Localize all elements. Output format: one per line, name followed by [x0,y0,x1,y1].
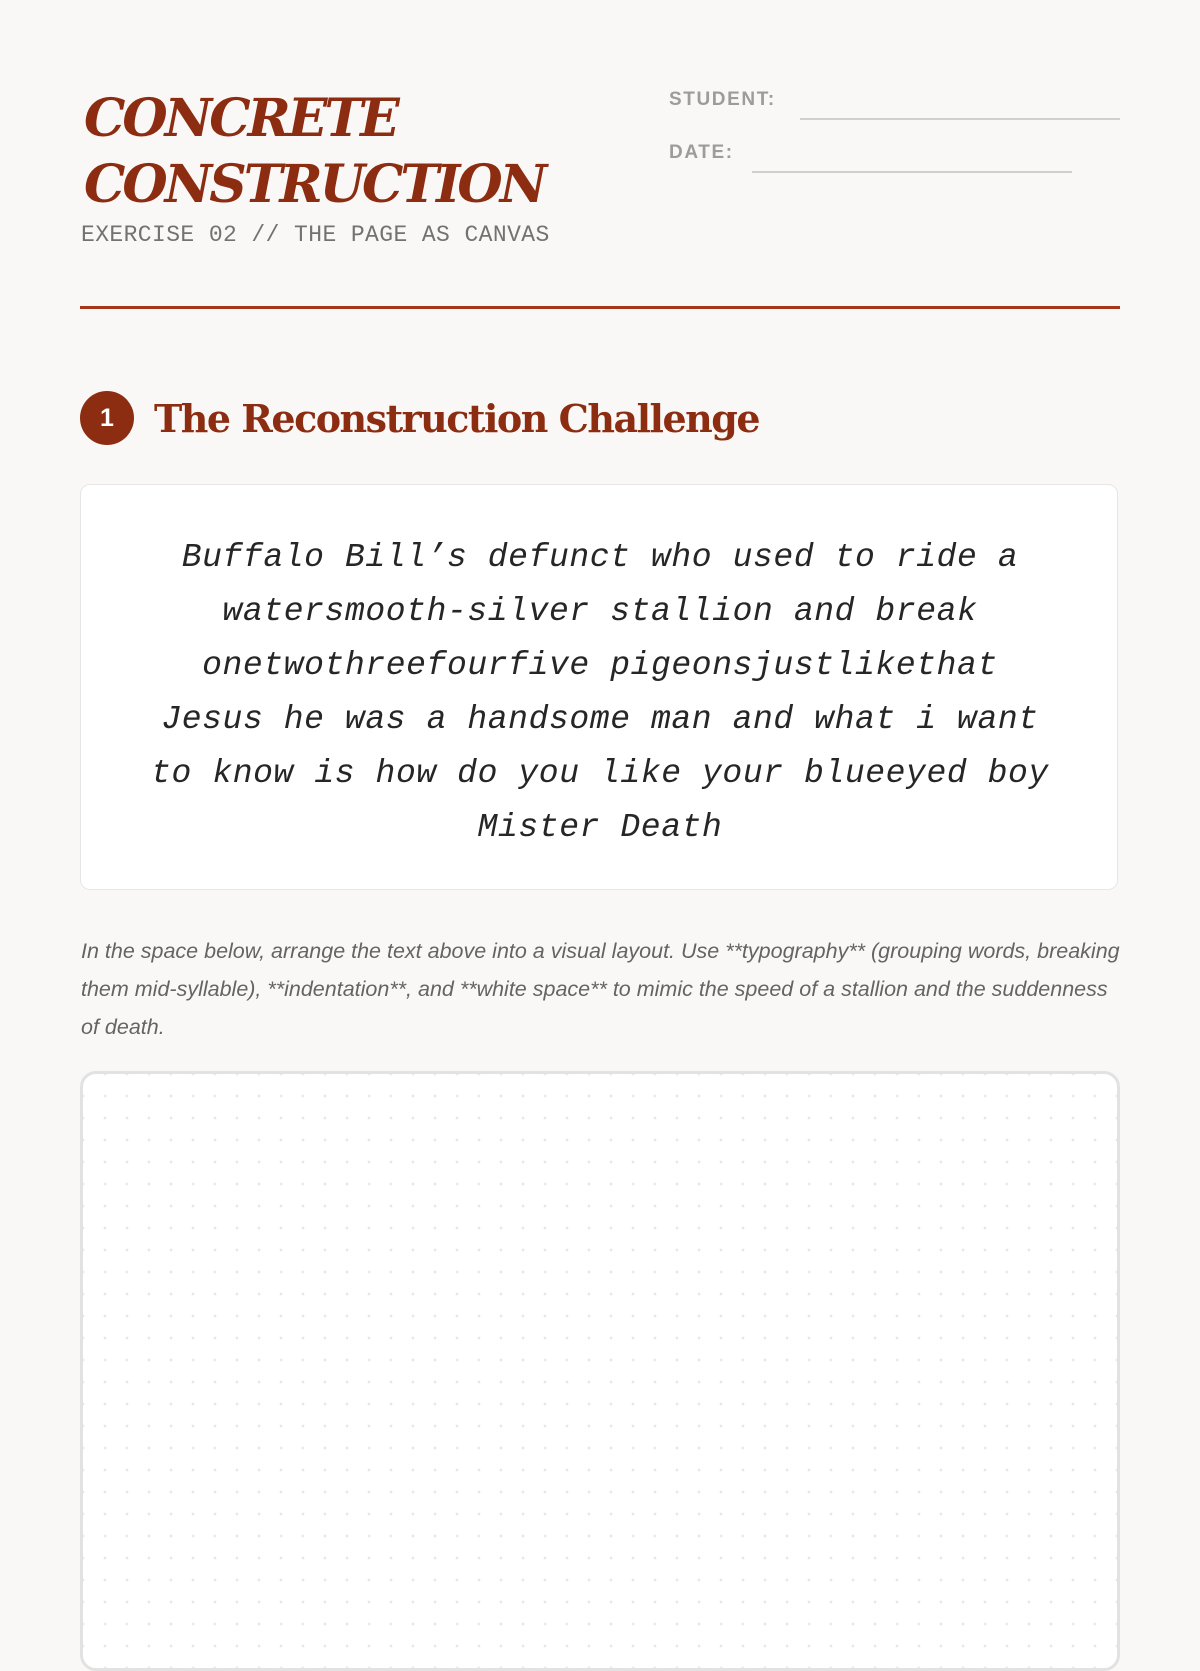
poem-card [80,484,1118,890]
poem-text: Buffalo Bill’s defunct who used to ride a watersmooth-silver stallion and break onetwothreefourfive pigeonsjustlikethat Jesus he was a handsome man and what i want to know is how do you like your blueeyed boy Mister Death [151,539,1049,846]
date-field[interactable] [752,171,1072,173]
layout-canvas-area[interactable] [80,1071,1120,1671]
section-number-badge: 1 [80,391,134,445]
worksheet-title-line-2: CONSTRUCTION [84,154,545,215]
worksheet-title [84,86,544,218]
worksheet-title-line-1: CONCRETE [84,88,397,149]
header-divider [80,306,1120,309]
date-label: DATE: [669,142,734,163]
section-title: The Reconstruction Challenge [154,396,760,441]
exercise-subtitle: EXERCISE 02 // THE PAGE AS CANVAS [81,222,550,248]
student-name-field[interactable] [800,118,1120,120]
instructions-text: In the space below, arrange the text above into a visual layout. Use **typography** (grouping words, breaking them mid-syllable), **indentation**, and **white space** to mimic the speed of a stallion and the suddenness of death. [81,939,1120,1039]
student-label: STUDENT: [669,89,776,110]
